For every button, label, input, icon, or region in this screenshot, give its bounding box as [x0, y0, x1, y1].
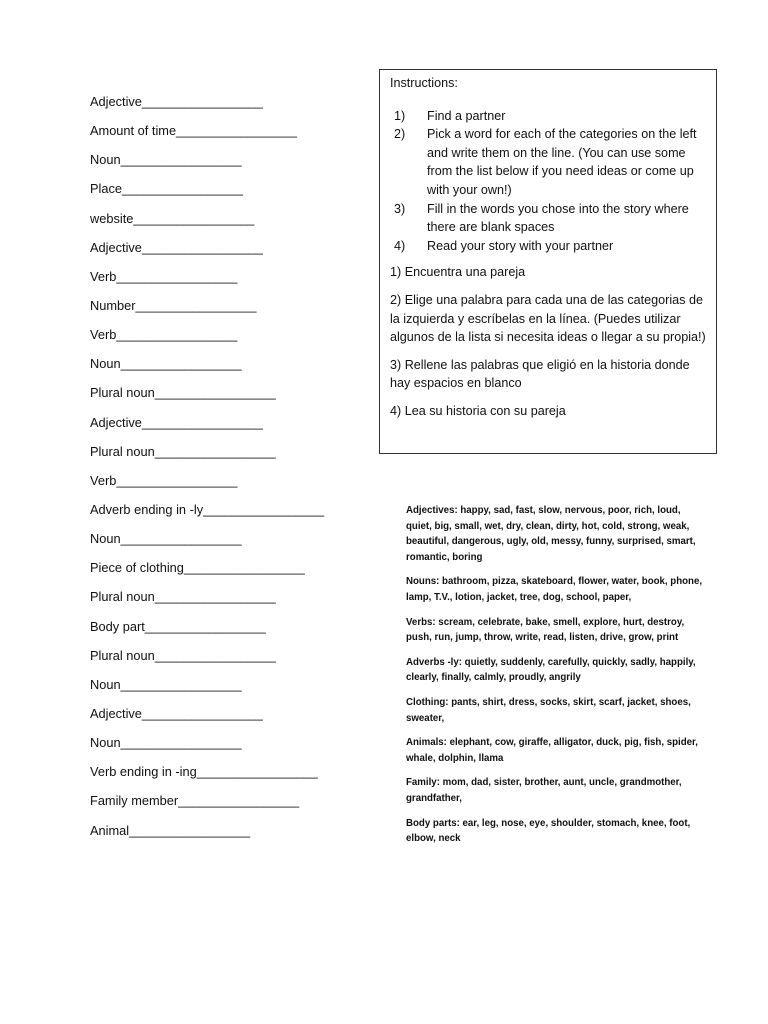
step-text: Pick a word for each of the categories on the left and write them on the line. (You can use some from the list below if you need ideas or come up with your own!) — [427, 127, 697, 197]
step-item — [390, 237, 707, 256]
step-item — [390, 125, 707, 199]
blank-plural-noun: Plural noun_________________ — [90, 647, 276, 663]
blank-adjective: Adjective_________________ — [90, 94, 263, 109]
blank-amount-of-time: Amount of time_________________ — [90, 123, 298, 139]
word-bank-body-parts: Body parts: ear, leg, nose, eye, shoulder, stomach, knee, foot, elbow, neck — [406, 817, 691, 845]
blank-plural-noun: Plural noun_________________ — [90, 589, 276, 605]
fill-in-blank-list — [90, 92, 370, 850]
blank-plural-noun: Plural noun_________________ — [90, 443, 276, 459]
blank-animal: Animal_________________ — [90, 822, 251, 838]
blank-plural-noun: Plural noun_________________ — [90, 385, 276, 401]
step-text: Fill in the words you chose into the story where there are blank spaces — [427, 201, 689, 235]
blank-body-part: Body part_________________ — [90, 618, 266, 634]
step-text: Find a partner — [427, 108, 506, 123]
blank-noun: Noun_________________ — [90, 531, 242, 547]
blank-verb: Verb_________________ — [90, 327, 238, 343]
blank-place: Place_________________ — [90, 181, 244, 197]
blank-noun: Noun_________________ — [90, 676, 242, 692]
blank-piece-of-clothing: Piece of clothing_________________ — [90, 560, 305, 576]
blank-verb-ing: Verb ending in -ing_________________ — [90, 764, 318, 780]
word-bank-family: Family: mom, dad, sister, brother, aunt, uncle, grandmother, grandfather, — [406, 777, 682, 804]
blank-number: Number_________________ — [90, 297, 257, 313]
spanish-step: 4) Lea su historia con su pareja — [390, 403, 566, 418]
step-text: Read your story with your partner — [427, 238, 614, 253]
blank-adjective: Adjective_________________ — [90, 414, 263, 430]
step-number: 3) — [394, 201, 406, 216]
word-bank-adverbs: Adverbs -ly: quietly, suddenly, carefully, quickly, sadly, happily, clearly, finally, calmly, proudly, angrily — [406, 656, 696, 684]
word-bank-adjectives: Adjectives: happy, sad, fast, slow, nervous, poor, rich, loud, quiet, big, small, wet, dry, clean, dirty, hot, cold, strong, weak, beautiful, dangerous, ugly, old, messy, funny, surprised, smart, romantic, boring — [406, 505, 696, 563]
word-bank-verbs: Verbs: scream, celebrate, bake, smell, explore, hurt, destroy, push, run, jump, throw, write, read, listen, drive, grow, print — [406, 616, 685, 644]
blank-adverb-ly: Adverb ending in -ly_________________ — [90, 501, 325, 517]
spanish-step: 1) Encuentra una pareja — [390, 265, 526, 280]
spanish-step: 2) Elige una palabra para cada una de las categorias de la izquierda y escríbelas en la línea. (Puedes utilizar algunos de la lista si necesita ideas o llegar a su propia!) — [390, 292, 706, 345]
instructions-box — [379, 69, 717, 454]
spanish-step: 3) Rellene las palabras que eligió en la historia donde hay espacios en blanco — [390, 357, 690, 391]
word-bank-nouns: Nouns: bathroom, pizza, skateboard, flower, water, book, phone, lamp, T.V., lotion, jacket, tree, dog, school, paper, — [406, 576, 703, 603]
word-bank-animals: Animals: elephant, cow, giraffe, alligator, duck, pig, fish, spider, whale, dolphin, llama — [406, 737, 698, 764]
step-number: 4) — [394, 238, 406, 253]
step-item — [390, 107, 707, 126]
blank-noun: Noun_________________ — [90, 152, 242, 168]
blank-family-member: Family member_________________ — [90, 793, 300, 809]
blank-adjective: Adjective_________________ — [90, 239, 263, 255]
blank-noun: Noun_________________ — [90, 356, 242, 372]
english-steps — [390, 107, 707, 256]
word-bank-clothing: Clothing: pants, shirt, dress, socks, skirt, scarf, jacket, shoes, sweater, — [406, 696, 691, 724]
step-number: 1) — [394, 108, 406, 123]
word-bank — [406, 503, 706, 856]
step-number: 2) — [394, 127, 406, 142]
blank-verb: Verb_________________ — [90, 268, 238, 284]
blank-noun: Noun_________________ — [90, 735, 242, 751]
step-item — [390, 200, 707, 237]
blank-website: website_________________ — [90, 210, 255, 226]
instructions-title: Instructions: — [390, 76, 458, 90]
blank-verb: Verb_________________ — [90, 472, 238, 488]
blank-adjective: Adjective_________________ — [90, 705, 263, 721]
